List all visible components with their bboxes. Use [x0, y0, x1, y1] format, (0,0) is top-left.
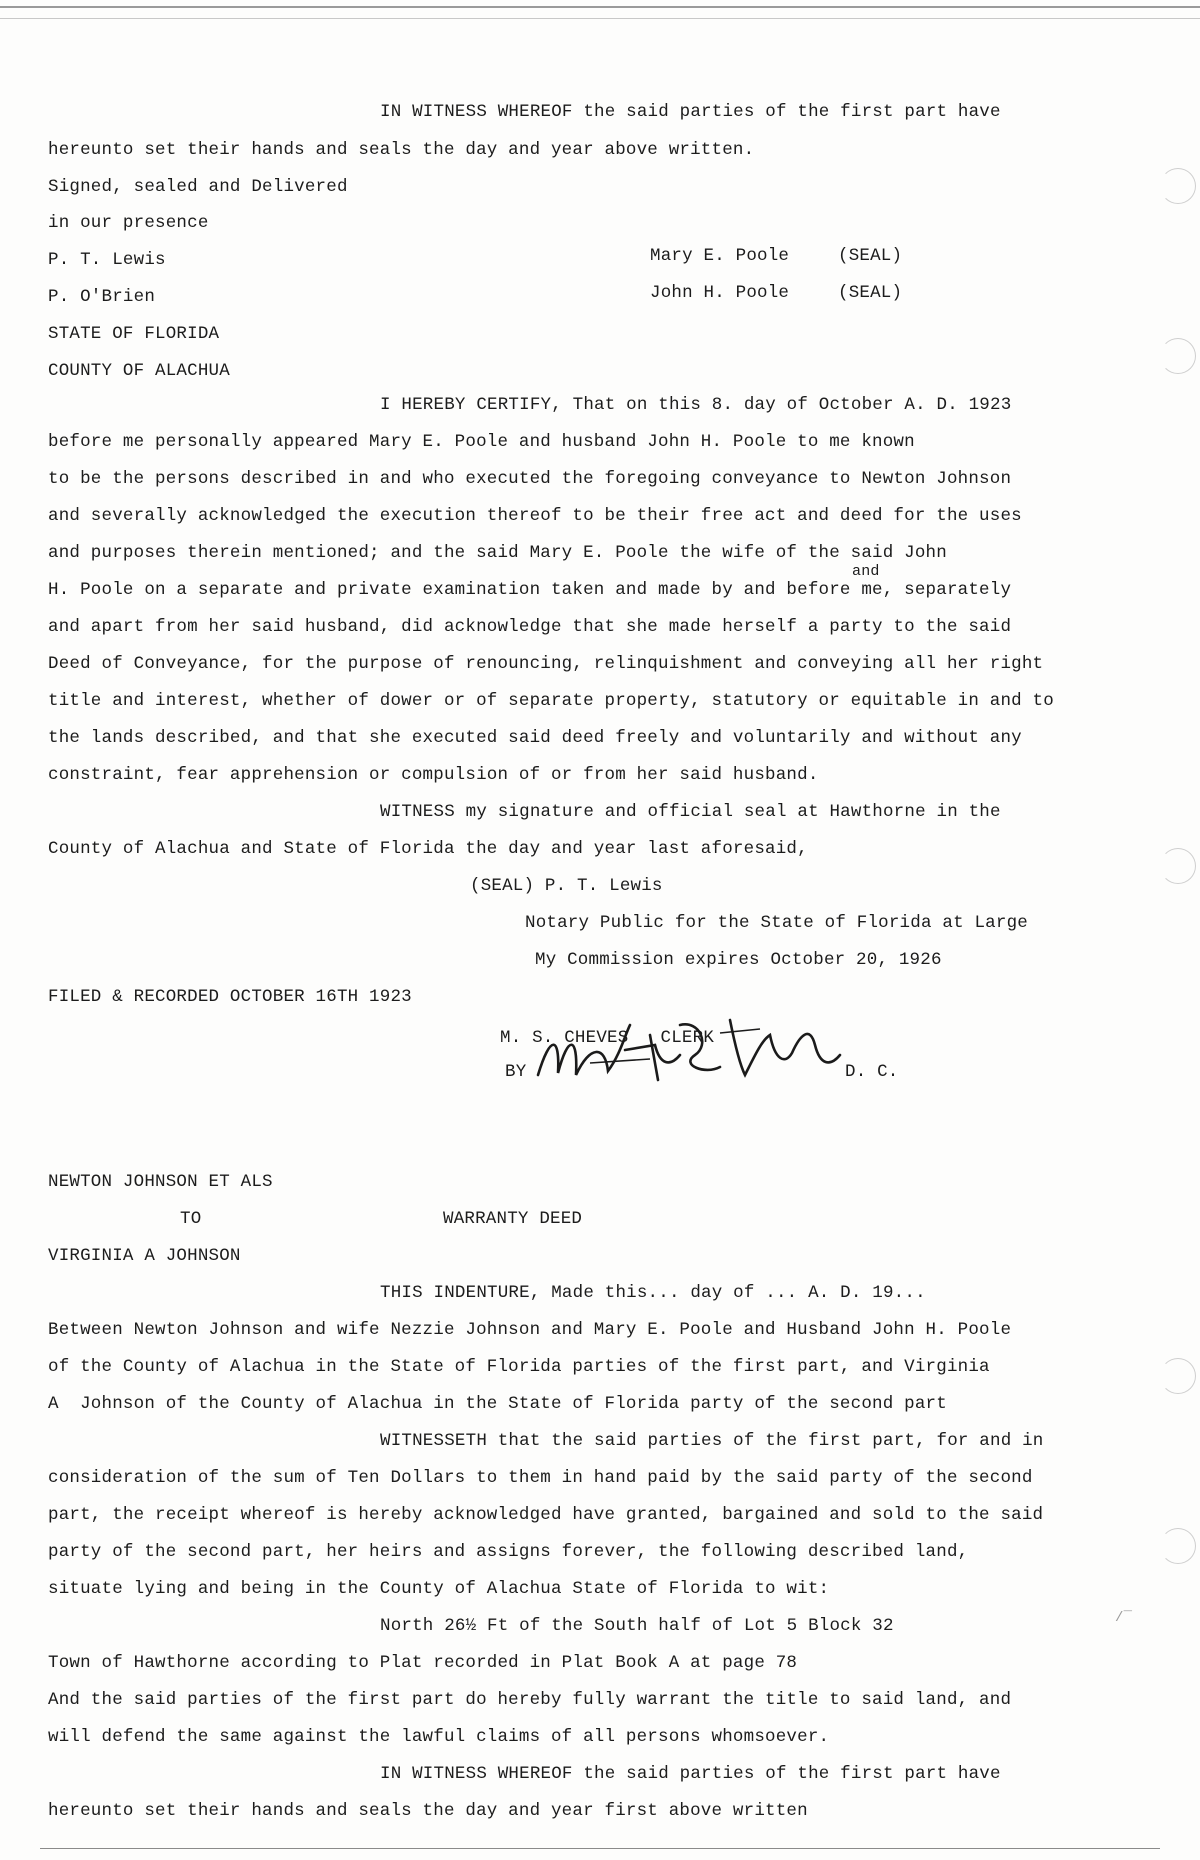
interlined-word: and [852, 563, 880, 580]
indenture-line: of the County of Alachua in the State of Florida parties of the first part, and Virginia [48, 1357, 990, 1377]
witness-clause-line: hereunto set their hands and seals the day and year above written. [48, 140, 755, 160]
certificate-line: and apart from her said husband, did acknowledge that she made herself a party to the said [48, 617, 1012, 637]
notary-commission: My Commission expires October 20, 1926 [535, 950, 942, 970]
grantor-name: Mary E. Poole [650, 246, 790, 266]
seal-mark: (SEAL) [838, 246, 903, 266]
witness-clause-line: IN WITNESS WHEREOF the said parties of the first part have [380, 1764, 1001, 1784]
punch-hole [1160, 168, 1196, 204]
witness-clause-line: IN WITNESS WHEREOF the said parties of the first part have [380, 102, 1001, 122]
certificate-line: H. Poole on a separate and private examination taken and made by and before me, separately [48, 580, 1012, 600]
indenture-line: A Johnson of the County of Alachua in the State of Florida party of the second part [48, 1394, 947, 1414]
indenture-line: party of the second part, her heirs and assigns forever, the following described land, [48, 1542, 969, 1562]
witness-clause-line: hereunto set their hands and seals the day and year first above written [48, 1801, 808, 1821]
certificate-line: title and interest, whether of dower or of separate property, statutory or equitable in and to [48, 691, 1054, 711]
filing-record: FILED & RECORDED OCTOBER 16TH 1923 [48, 987, 412, 1007]
certificate-line: before me personally appeared Mary E. Poole and husband John H. Poole to me known [48, 432, 915, 452]
punch-hole [1160, 1358, 1196, 1394]
top-border-rule [0, 6, 1200, 19]
certificate-line: County of Alachua and State of Florida the day and year last aforesaid, [48, 839, 808, 859]
deputy-clerk-label: D. C. [845, 1062, 899, 1082]
to-heading: TO [180, 1209, 202, 1229]
witness-name: P. O'Brien [48, 287, 156, 307]
certificate-line: and purposes therein mentioned; and the said Mary E. Poole the wife of the said John [48, 543, 947, 563]
punch-hole [1160, 848, 1196, 884]
indenture-line: WITNESSETH that the said parties of the first part, for and in [380, 1431, 1044, 1451]
state-venue: STATE OF FLORIDA [48, 324, 220, 344]
indenture-line: And the said parties of the first part do hereby fully warrant the title to said land, and [48, 1690, 1012, 1710]
grantor-name: John H. Poole [650, 283, 790, 303]
certificate-line: and severally acknowledged the execution thereof to be their free act and deed for the uses [48, 506, 1022, 526]
indenture-line: THIS INDENTURE, Made this... day of ... A. D. 19... [380, 1283, 926, 1303]
notary-seal-line: (SEAL) P. T. Lewis [470, 876, 663, 896]
deed-title: WARRANTY DEED [443, 1209, 583, 1229]
certificate-line: WITNESS my signature and official seal at Hawthorne in the [380, 802, 1001, 822]
land-description: Town of Hawthorne according to Plat recorded in Plat Book A at page 78 [48, 1653, 798, 1673]
punch-hole [1160, 338, 1196, 374]
grantor-heading: NEWTON JOHNSON ET ALS [48, 1172, 273, 1192]
certificate-line: the lands described, and that she executed said deed freely and voluntarily and without any [48, 728, 1022, 748]
clerk-line: M. S. CHEVES CLERK [500, 1028, 715, 1048]
indenture-line: situate lying and being in the County of Alachua State of Florida to wit: [48, 1579, 830, 1599]
land-description: North 26½ Ft of the South half of Lot 5 Block 32 [380, 1616, 894, 1636]
certificate-line: I HEREBY CERTIFY, That on this 8. day of October A. D. 1923 [380, 395, 1012, 415]
certificate-line: Deed of Conveyance, for the purpose of renouncing, relinquishment and conveying all her right [48, 654, 1044, 674]
certificate-line: to be the persons described in and who executed the foregoing conveyance to Newton Johnson [48, 469, 1012, 489]
indenture-line: consideration of the sum of Ten Dollars to them in hand paid by the said party of the second [48, 1468, 1033, 1488]
notary-title: Notary Public for the State of Florida at Large [525, 913, 1028, 933]
punch-hole [1160, 1528, 1196, 1564]
indenture-line: will defend the same against the lawful claims of all persons whomsoever. [48, 1727, 830, 1747]
county-venue: COUNTY OF ALACHUA [48, 361, 230, 381]
signed-sealed-line: in our presence [48, 213, 209, 233]
signed-sealed-line: Signed, sealed and Delivered [48, 177, 348, 197]
handwritten-signature [530, 1005, 860, 1095]
indenture-line: part, the receipt whereof is hereby acknowledged have granted, bargained and sold to the said [48, 1505, 1044, 1525]
witness-name: P. T. Lewis [48, 250, 166, 270]
clerk-by-label: BY [505, 1062, 527, 1082]
grantee-heading: VIRGINIA A JOHNSON [48, 1246, 241, 1266]
seal-mark: (SEAL) [838, 283, 903, 303]
indenture-line: Between Newton Johnson and wife Nezzie Johnson and Mary E. Poole and Husband John H. Poole [48, 1320, 1012, 1340]
bottom-border-rule [40, 1848, 1160, 1849]
margin-mark: /‾ [1115, 1610, 1133, 1626]
certificate-line: constraint, fear apprehension or compulsion of or from her said husband. [48, 765, 819, 785]
